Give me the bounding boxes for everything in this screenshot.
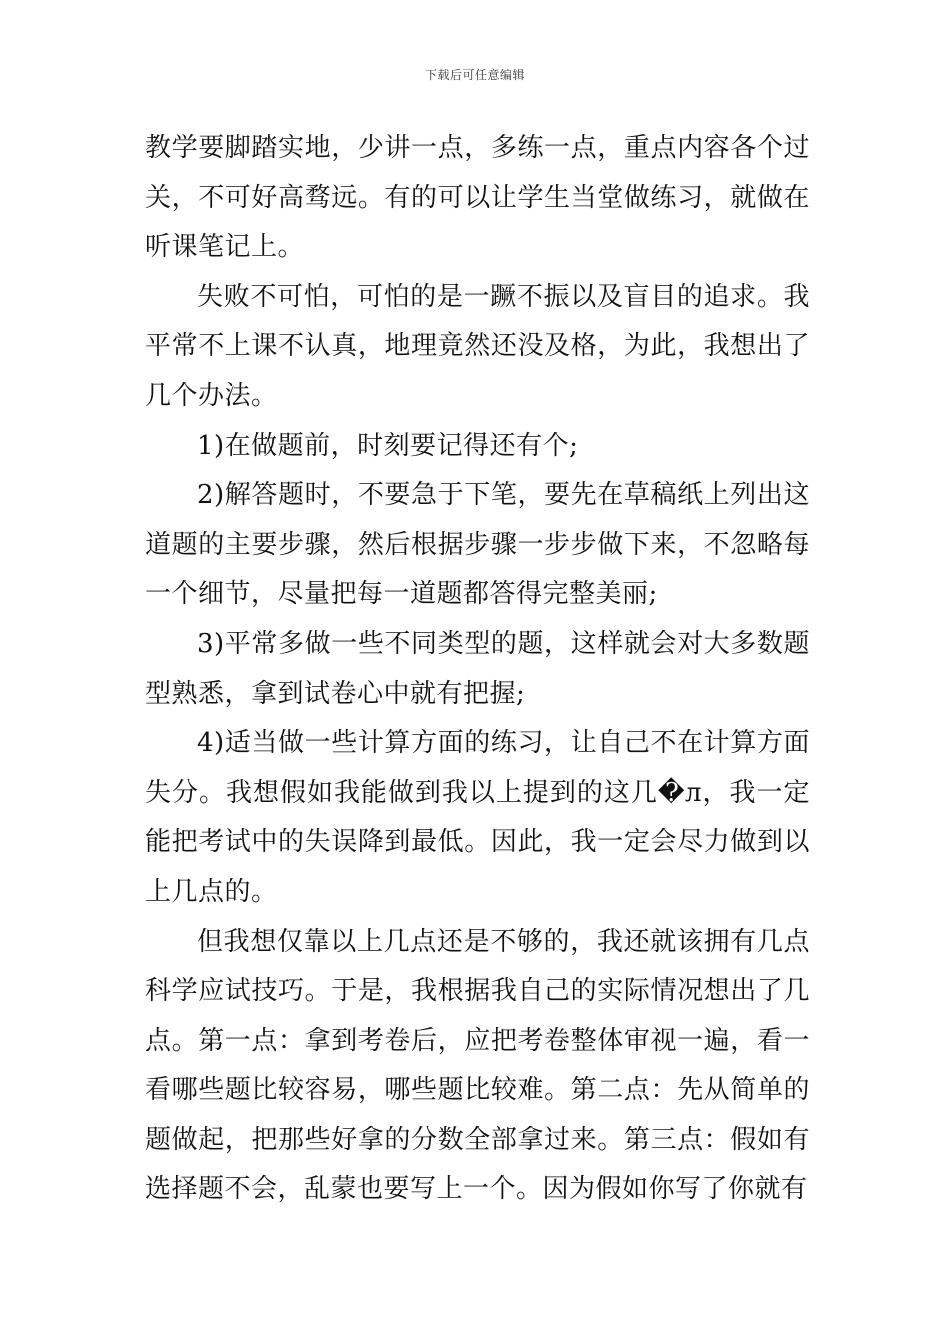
header-note: 下载后可任意编辑 <box>424 68 525 82</box>
paragraph: 失败不可怕，可怕的是一蹶不振以及盲目的追求。我平常不上课不认真，地理竟然还没及格，为此，我想出了几个办法。 <box>145 281 810 411</box>
paragraph: 但我想仅靠以上几点还是不够的，我还就该拥有几点科学应试技巧。于是，我根据我自己的实际情况想出了几点。第一点：拿到考卷后，应把考卷整体审视一遍，看一看哪些题比较容易，哪些题比较难。第二点：先从简单的题做起，把那些好拿的分数全部拿过来。第三点：假如有选择题不会，乱蒙也要写上一个。因为假如你写了你就有 <box>145 926 810 1205</box>
list-item: 4)适当做一些计算方面的练习，让自己不在计算方面失分。我想假如我能做到我以上提到的这几�л，我一定能把考试中的失误降到最低。因此，我一定会尽力做到以上几点的。 <box>145 728 810 907</box>
document-body <box>145 124 810 1215</box>
list-item: 2)解答题时，不要急于下笔，要先在草稿纸上列出这道题的主要步骤，然后根据步骤一步步做下来，不忽略每一个细节，尽量把每一道题都答得完整美丽; <box>145 480 810 610</box>
list-item: 3)平常多做一些不同类型的题，这样就会对大多数题型熟悉，拿到试卷心中就有把握; <box>145 628 810 709</box>
paragraph: 教学要脚踏实地，少讲一点，多练一点，重点内容各个过关，不可好高骛远。有的可以让学生当堂做练习，就做在听课笔记上。 <box>145 133 810 263</box>
list-item: 1)在做题前，时刻要记得还有个; <box>197 430 579 461</box>
